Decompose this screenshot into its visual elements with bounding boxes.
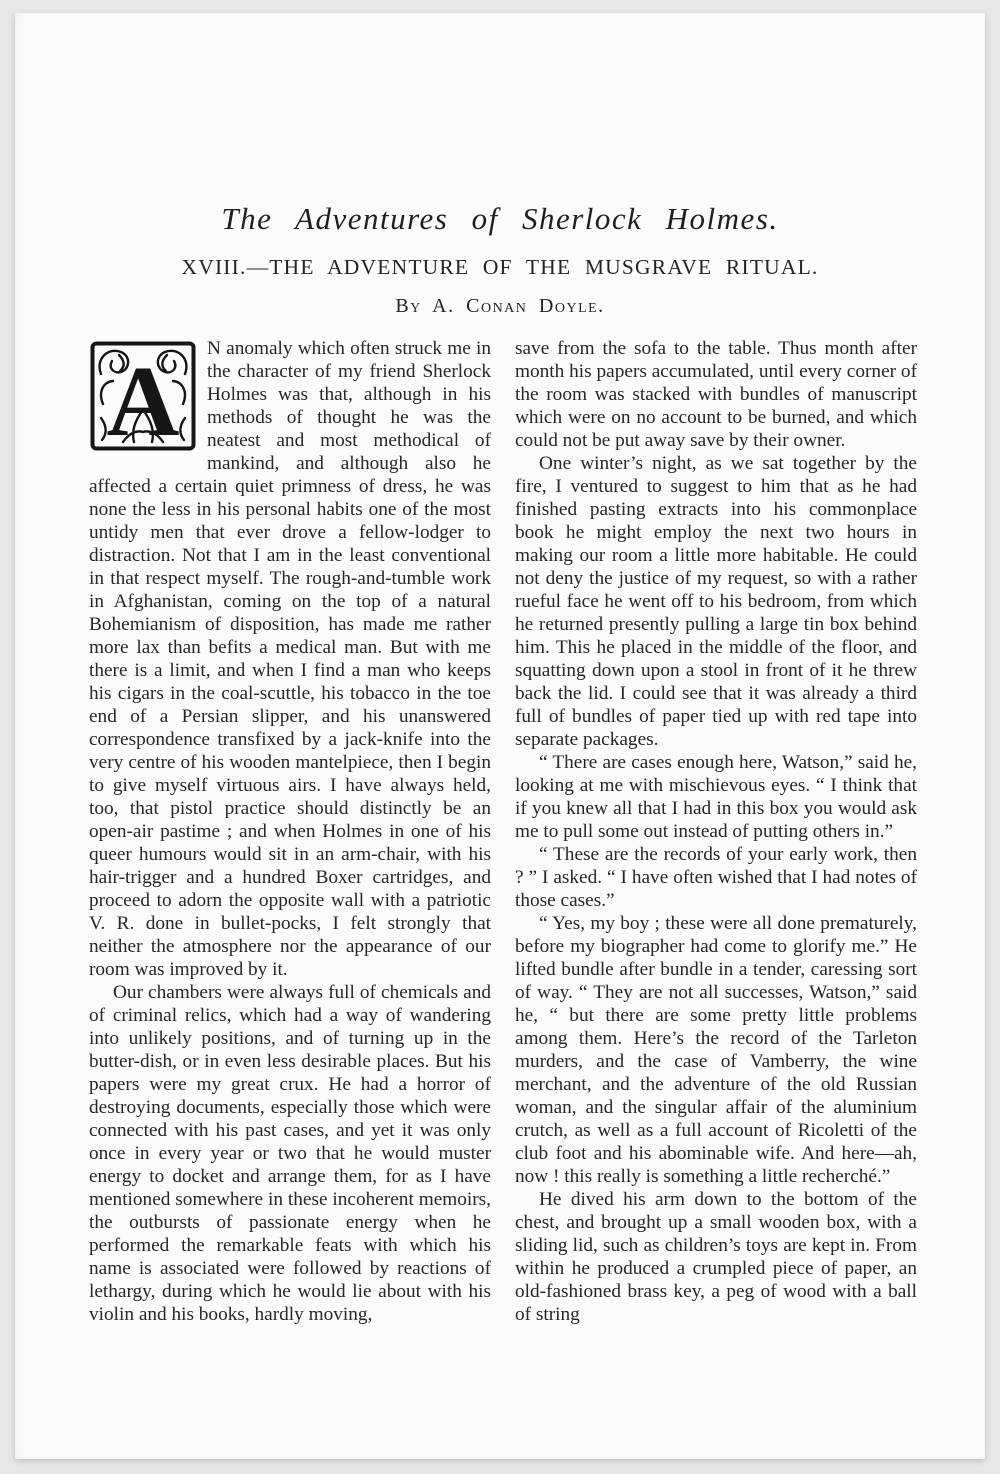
chapter-heading: XVIII.—THE ADVENTURE OF THE MUSGRAVE RITUAL. — [181, 255, 819, 279]
paragraph: He dived his arm down to the bottom of the chest, and brought up a small wooden box, with a sliding lid, such as children’s toys are kept in. From within he produced a crumpled piece of paper, an old-fashioned brass key, a peg of wood with a ball of string — [515, 1189, 917, 1325]
byline: By A. Conan Doyle. — [395, 295, 605, 317]
paragraph: One winter’s night, as we sat together by the fire, I ventured to suggest to him that as he had finished pasting extracts into his commonplace book he might employ the next two hours in making our room a little more habitable. He could not deny the justice of my request, so with a rather rueful face he went off to his bedroom, from which he returned presently pulling a large tin box behind him. This he placed in the middle of the floor, and squatting down upon a stool in front of it he threw back the lid. I could see that it was already a third full of bundles of paper tied up with red tape into separate packages. — [515, 453, 917, 750]
drop-cap-letter: A — [106, 345, 180, 452]
paragraph: “ Yes, my boy ; these were all done prematurely, before my biographer had come to glorify me.” He lifted bundle after bundle in a tender, caressing sort of way. “ They are not all successes, Watson,” said he, “ but there are some pretty little problems among them. Here’s the record of the Tarleton murders, and the case of Vamberry, the wine merchant, and the adventure of the old Russian woman, and the singular affair of the aluminium crutch, as well as a full account of Ricoletti of the club foot and his abominable wife. And here—ah, now ! this really is something a little recherché.” — [515, 913, 917, 1187]
drop-cap-woodcut-icon — [89, 340, 197, 452]
paragraph: Our chambers were always full of chemicals and of criminal relics, which had a way of wandering into unlikely positions, and of turning up in the butter-dish, or in even less desirable places. But his papers were my great crux. He had a horror of destroying documents, especially those which were connected with his past cases, and yet it was only once in every year or two that he would muster energy to docket and arrange them, for as I have mentioned somewhere in these incoherent memoirs, the outbursts of passionate energy when he performed the remarkable feats with which his name is associated were followed by reactions of lethargy, during which he would lie about with his violin and his books, hardly moving, — [89, 982, 491, 1325]
magazine-page — [15, 13, 985, 1459]
page-title: The Adventures of Sherlock Holmes. — [221, 201, 779, 236]
right-column — [515, 337, 917, 1326]
left-column — [89, 337, 491, 1326]
paragraph: “ These are the records of your early work, then ? ” I asked. “ I have often wished that I had notes of those cases.” — [515, 844, 917, 911]
ornamental-drop-cap — [89, 340, 197, 452]
paragraph: “ There are cases enough here, Watson,” said he, looking at me with mischievous eyes. “ I think that if you knew all that I had in this box you would ask me to pull some out instead of putting others in.” — [515, 752, 917, 842]
opening-paragraph — [89, 337, 491, 981]
paragraph-continuation: save from the sofa to the table. Thus month after month his papers accumulated, until every corner of the room was stacked with bundles of manuscript which were on no account to be burned, and which could not be put away save by their owner. — [515, 338, 917, 451]
opening-paragraph-text: N anomaly which often struck me in the character of my friend Sherlock Holmes was that, although in his methods of thought he was the neatest and most methodical of mankind, and although also he affected a certain quiet primness of dress, he was none the less in his personal habits one of the most untidy men that ever drove a fellow-lodger to distraction. Not that I am in the least conventional in that respect myself. The rough-and-tumble work in Afghanistan, coming on the top of a natural Bohemianism of disposition, has made me rather more lax than befits a medical man. But with me there is a limit, and when I find a man who keeps his cigars in the coal-scuttle, his tobacco in the toe end of a Persian slipper, and his unanswered correspondence transfixed by a jack-knife into the very centre of his wooden mantelpiece, then I begin to give myself virtuous airs. I have always held, too, that pistol practice should distinctly be an open-air pastime ; and when Holmes in one of his queer humours would sit in an arm-chair, with his hair-trigger and a hundred Boxer cartridges, and proceed to adorn the opposite wall with a patriotic V. R. done in bullet-pocks, I felt strongly that neither the atmosphere nor the appearance of our room was improved by it. — [89, 338, 491, 980]
article-body — [89, 337, 917, 1326]
